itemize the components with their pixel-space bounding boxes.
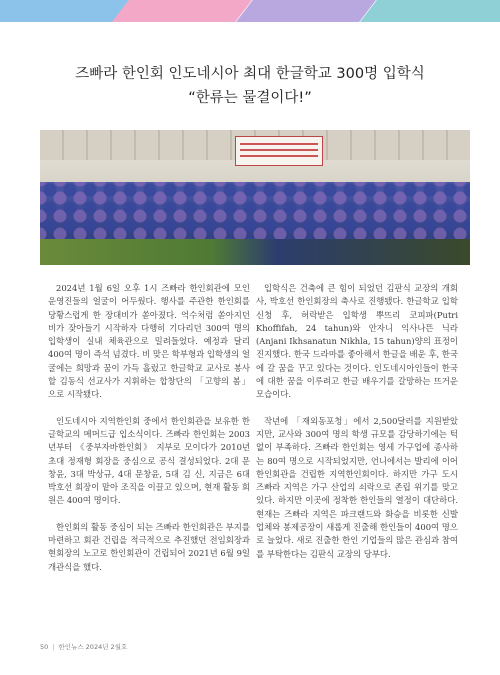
publication-name: 한인뉴스 2024년 2월호 xyxy=(58,643,128,651)
title-line-2: “한류는 물결이다!” xyxy=(188,90,312,106)
article-title xyxy=(0,62,500,110)
header-color-bar xyxy=(0,0,500,22)
event-banner-image xyxy=(235,136,323,166)
page-footer: 50 | 한인뉴스 2024년 2월호 xyxy=(40,643,128,651)
paragraph: 인도네시아 지역한인회 중에서 한인회관을 보유한 한글학교의 메머드급 입소식이다. 즈빠라 한인회는 2003년부터 《중부자바한인회》 지부로 모이다가 2010년 초대 정재형 회장을 중심으로 공식 결성되었다. 2대 문창윤, 3대 박상규, 4대 문창윤, 5대 김 신, 지금은 6대 박호선 회장이 맡아 조직을 이끌고 있으며, 현재 활동 회원은 400여 명이다. xyxy=(48,415,250,506)
article-column-left xyxy=(48,282,250,587)
paragraph: 작년에 「재외동포청」에서 2,500달러를 지원받았지만, 교사와 300여 명의 학생 규모를 감당하기에는 턱없이 부족하다. 즈빠라 한인회는 영세 가구업에 종사하는 80여 명으로 시작되었지만, 언니에서는 발리에 이어 한인회관을 건립한 지역한인회이다. 하지만 가구 도시 즈빠라 지역은 가구 산업의 쇠락으로 존립 위기를 맞고 있다. 하지만 이곳에 정착한 한인들의 열정이 대단하다. 현재는 즈빠라 지역은 파크랜드와 화승을 비롯한 신발업체와 봉제공장이 새롭게 진출해 한인들이 400여 명으로 늘었다. 새로 진출한 한인 기업들의 많은 관심과 참여를 부탁한다는 김판식 교장의 당부다. xyxy=(256,415,458,559)
title-line-1: 즈빠라 한인회 인도네시아 최대 한글학교 300명 입학식 xyxy=(75,66,425,82)
article-column-right xyxy=(256,282,458,574)
page-number: 50 xyxy=(40,643,49,651)
group-photo xyxy=(40,130,470,265)
paragraph: 한인회의 활동 중심이 되는 즈빠라 한인회관은 부지를 마련하고 회관 건립을 적극적으로 추진했던 전임회장과 현회장의 노고로 한인회관이 건립되어 2021년 6월 9일 개관식을 했다. xyxy=(48,521,250,572)
paragraph: 입학식은 건축에 큰 힘이 되었던 김판식 교장의 개회사, 박호선 한인회장의 축사로 진행됐다. 한글학교 입학 신청 후, 허락받은 입학생 뿌뜨리 코피파(Putri Khoffifah, 24 tahun)와 안자니 익사나뜬 닉라(Anjani Ikhsanatun Nikhla, 15 tahun)양의 표정이 진지했다. 한국 드라마를 좋아해서 한글을 배운 후, 한국에 갈 꿈을 꾸고 있다는 것이다. 인도네시아인들이 한국에 대한 꿈을 이루려고 한글 배우기를 갈망하는 뜨거운 모습이다. xyxy=(256,283,458,400)
paragraph: 2024년 1월 6일 오후 1시 즈빠라 한인회관에 모인 운영진들의 얼굴이 어두웠다. 행사를 주관한 한인회를 당황스럽게 한 장대비가 쏟아졌다. 억수처럼 쏟아지던 비가 잦아들기 시작하자 다행히 기다리던 300여 명의 입학생이 실내 체육관으로 밀려들었다. 예정과 달리 400여 명이 즉석 넘겼다. 비 맞은 학부형과 입학생의 얼굴에는 희망과 꿈이 가득 흘렀고 한글학교 교사로 봉사할 김동식 선교사가 지휘하는 합창단의 「고향의 봄」으로 시작됐다. xyxy=(48,283,250,400)
